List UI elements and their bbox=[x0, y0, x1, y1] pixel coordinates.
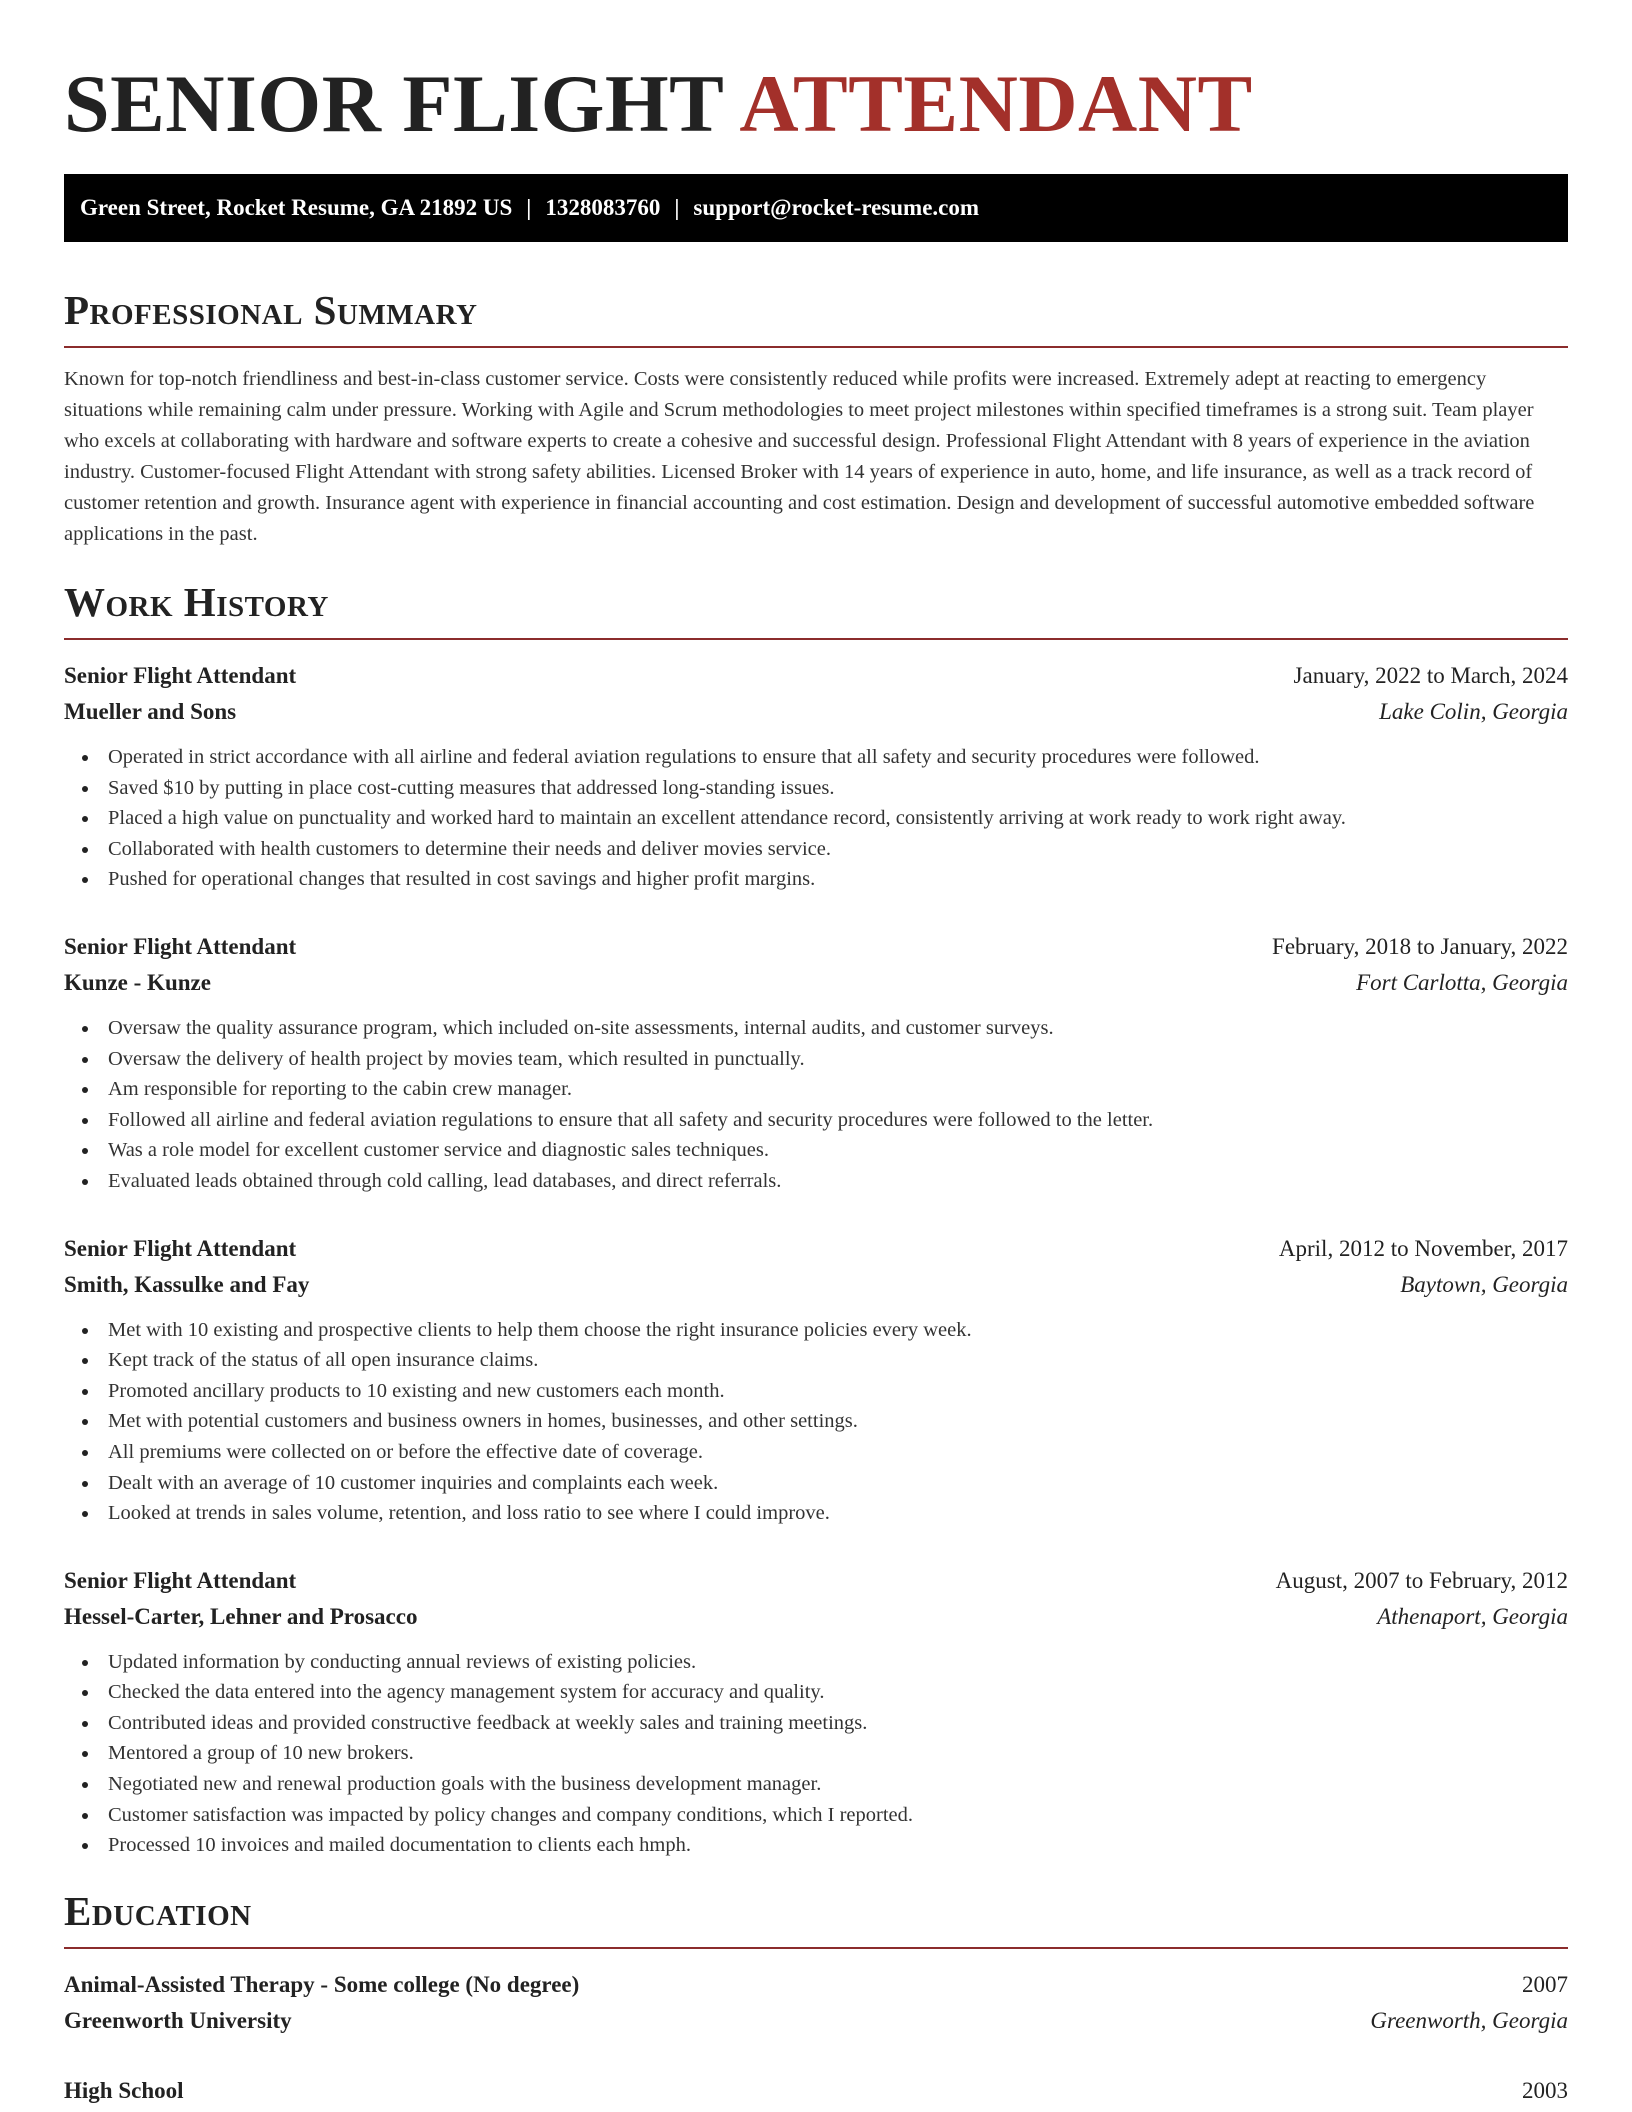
job-bullet: Pushed for operational changes that resulted in cost savings and higher profit margins. bbox=[64, 864, 1568, 895]
job-dates: August, 2007 to February, 2012 bbox=[1275, 1567, 1568, 1593]
contact-separator: | bbox=[526, 195, 532, 220]
education-school: Greenworth University bbox=[64, 2007, 292, 2033]
education-heading: Education bbox=[64, 1887, 1568, 1949]
job-bullet: Operated in strict accordance with all airline and federal aviation regulations to ensure that all safety and security procedures were followed. bbox=[64, 742, 1568, 773]
education-degree: Animal-Assisted Therapy - Some college (No degree) bbox=[64, 1971, 580, 1997]
resume-title bbox=[64, 58, 1568, 150]
job-bullet: Was a role model for excellent customer service and diagnostic sales techniques. bbox=[64, 1135, 1568, 1166]
job-bullet: Dealt with an average of 10 customer inquiries and complaints each week. bbox=[64, 1468, 1568, 1499]
education-year: 2007 bbox=[1522, 1971, 1568, 1997]
job-bullet: Followed all airline and federal aviation regulations to ensure that all safety and security procedures were followed to the letter. bbox=[64, 1105, 1568, 1136]
summary-heading: Professional Summary bbox=[64, 286, 1568, 348]
job-company: Mueller and Sons bbox=[64, 699, 237, 724]
job-bullet: Kept track of the status of all open insurance claims. bbox=[64, 1345, 1568, 1376]
job-entry bbox=[64, 1563, 1568, 1861]
contact-address: Green Street, Rocket Resume, GA 21892 US bbox=[80, 195, 513, 220]
job-entry bbox=[64, 1231, 1568, 1529]
job-entry bbox=[64, 658, 1568, 895]
job-bullet: Collaborated with health customers to determine their needs and deliver movies service. bbox=[64, 834, 1568, 865]
job-bullet: Processed 10 invoices and mailed documentation to clients each hmph. bbox=[64, 1830, 1568, 1861]
job-bullet: Saved $10 by putting in place cost-cutting measures that addressed long-standing issues. bbox=[64, 773, 1568, 804]
contact-bar bbox=[64, 174, 1568, 242]
job-bullet: Evaluated leads obtained through cold calling, lead databases, and direct referrals. bbox=[64, 1166, 1568, 1197]
education-year: 2003 bbox=[1522, 2077, 1568, 2103]
job-bullets bbox=[64, 742, 1568, 895]
job-location: Fort Carlotta, Georgia bbox=[1356, 969, 1568, 995]
job-bullets bbox=[64, 1315, 1568, 1529]
contact-email: support@rocket-resume.com bbox=[693, 195, 980, 220]
title-accent-part: ATTENDANT bbox=[739, 58, 1253, 149]
contact-phone: 1328083760 bbox=[545, 195, 661, 220]
job-bullet: Customer satisfaction was impacted by policy changes and company conditions, which I reported. bbox=[64, 1800, 1568, 1831]
job-company: Smith, Kassulke and Fay bbox=[64, 1271, 310, 1297]
job-bullet: Promoted ancillary products to 10 existing and new customers each month. bbox=[64, 1376, 1568, 1407]
title-first-part: SENIOR FLIGHT bbox=[64, 58, 723, 149]
job-company: Hessel-Carter, Lehner and Prosacco bbox=[64, 1603, 418, 1629]
education-entry bbox=[64, 2073, 1568, 2109]
job-bullet: Updated information by conducting annual reviews of existing policies. bbox=[64, 1647, 1568, 1678]
education-location: Greenworth, Georgia bbox=[1370, 2007, 1568, 2033]
job-dates: January, 2022 to March, 2024 bbox=[1293, 663, 1568, 688]
job-bullet: Met with 10 existing and prospective clients to help them choose the right insurance policies every week. bbox=[64, 1315, 1568, 1346]
job-title: Senior Flight Attendant bbox=[64, 663, 297, 688]
job-bullet: Placed a high value on punctuality and worked hard to maintain an excellent attendance record, consistently arriving at work ready to work right away. bbox=[64, 803, 1568, 834]
job-bullets bbox=[64, 1013, 1568, 1197]
job-bullet: Negotiated new and renewal production goals with the business development manager. bbox=[64, 1769, 1568, 1800]
education-degree: High School bbox=[64, 2077, 184, 2103]
job-bullet: All premiums were collected on or before the effective date of coverage. bbox=[64, 1437, 1568, 1468]
job-bullets bbox=[64, 1647, 1568, 1861]
job-bullet: Am responsible for reporting to the cabin crew manager. bbox=[64, 1074, 1568, 1105]
work-history-heading: Work History bbox=[64, 578, 1568, 640]
job-dates: February, 2018 to January, 2022 bbox=[1272, 933, 1568, 959]
job-title: Senior Flight Attendant bbox=[64, 933, 297, 959]
job-bullet: Contributed ideas and provided constructive feedback at weekly sales and training meetings. bbox=[64, 1708, 1568, 1739]
resume-page bbox=[64, 0, 1568, 2109]
job-bullet: Looked at trends in sales volume, retention, and loss ratio to see where I could improve. bbox=[64, 1498, 1568, 1529]
job-company: Kunze - Kunze bbox=[64, 969, 211, 995]
job-location: Baytown, Georgia bbox=[1400, 1271, 1568, 1297]
job-title: Senior Flight Attendant bbox=[64, 1235, 297, 1261]
summary-text: Known for top-notch friendliness and best-in-class customer service. Costs were consistently reduced while profits were increased. Extremely adept at reacting to emergency situations while remaining calm under pressure. Working with Agile and Scrum methodologies to meet project milestones within specified timeframes is a strong suit. Team player who excels at collaborating with hardware and software experts to create a cohesive and successful design. Professional Flight Attendant with 8 years of experience in the aviation industry. Customer-focused Flight Attendant with strong safety abilities. Licensed Broker with 14 years of experience in auto, home, and life insurance, as well as a track record of customer retention and growth. Insurance agent with experience in financial accounting and cost estimation. Design and development of successful automotive embedded software applications in the past. bbox=[64, 368, 1535, 545]
job-dates: April, 2012 to November, 2017 bbox=[1278, 1235, 1568, 1261]
job-entry bbox=[64, 929, 1568, 1197]
job-location: Lake Colin, Georgia bbox=[1379, 699, 1568, 724]
job-bullet: Mentored a group of 10 new brokers. bbox=[64, 1738, 1568, 1769]
job-bullet: Oversaw the quality assurance program, which included on-site assessments, internal audits, and customer surveys. bbox=[64, 1013, 1568, 1044]
education-entry bbox=[64, 1967, 1568, 2039]
job-bullet: Checked the data entered into the agency management system for accuracy and quality. bbox=[64, 1677, 1568, 1708]
job-title: Senior Flight Attendant bbox=[64, 1567, 297, 1593]
job-bullet: Met with potential customers and business owners in homes, businesses, and other settings. bbox=[64, 1406, 1568, 1437]
job-bullet: Oversaw the delivery of health project by movies team, which resulted in punctually. bbox=[64, 1044, 1568, 1075]
contact-separator: | bbox=[674, 195, 680, 220]
job-location: Athenaport, Georgia bbox=[1377, 1603, 1568, 1629]
